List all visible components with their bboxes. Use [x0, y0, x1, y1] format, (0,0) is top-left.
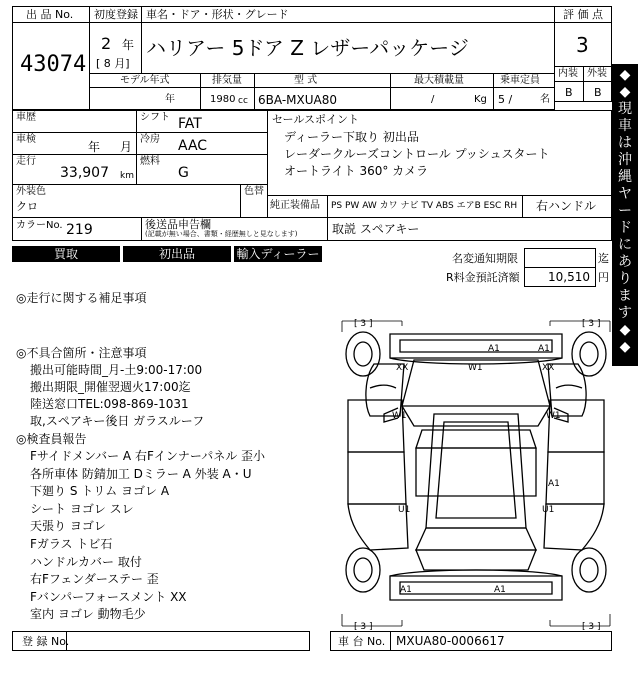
inspector-line: 右Fフェンダーステー 歪 [30, 572, 159, 587]
mileage: 33,907 [60, 165, 109, 181]
color-no: 219 [66, 222, 93, 238]
corner-label-bottom-right: [ 3 ] [582, 622, 601, 630]
sales-point-1: ディーラー下取り 初出品 [284, 130, 419, 144]
exterior-grade: B [594, 86, 602, 99]
damage-mark-windshield: W1 [468, 363, 483, 373]
max-load-unit: Kg [474, 94, 487, 105]
grade-label: 評 価 点 [563, 8, 603, 21]
damage-diagram [340, 318, 612, 630]
recycle-unit: 円 [598, 271, 609, 284]
damage-mark-front-bumper-right: A1 [538, 344, 550, 354]
damage-mark-rear-bumper-left: A1 [400, 585, 412, 595]
model-type: 6BA-MXUA80 [258, 93, 337, 107]
issue-line: 取,スペアキー後日 ガラスルーフ [30, 414, 205, 428]
yard-notice-banner [612, 64, 638, 366]
ac-label: 冷房 [140, 134, 160, 145]
fuel-value: G [178, 165, 189, 181]
post-input-label: 後送品申告欄 [145, 218, 211, 231]
shift-value: FAT [178, 116, 202, 132]
color-no-label: カラーNo. [16, 220, 63, 231]
model-type-label: 型 式 [294, 75, 318, 86]
ac-value: AAC [178, 138, 208, 154]
recycle-label: R料金預託済額 [446, 271, 520, 284]
damage-mark-front-left-fender: XX [396, 363, 409, 373]
issue-line: 搬出可能時間_月-土9:00-17:00 [30, 363, 203, 377]
chassis-no-label: 車 台 No. [338, 635, 386, 648]
chassis-no: MXUA80-0006617 [396, 634, 505, 648]
first-reg-year: 2 [101, 34, 112, 53]
first-reg-year-unit: 年 [122, 38, 135, 52]
post-input-note: (記載が無い場合、書類・経歴無しと見なします) [145, 230, 298, 238]
tab-import-dealer[interactable]: 輸入ディーラー [234, 246, 322, 262]
drive-note-heading: ◎走行に関する補足事項 [16, 291, 147, 305]
inspector-line: ハンドルカバー 取付 [30, 554, 142, 569]
damage-mark-right-under: U1 [542, 505, 555, 515]
exterior-grade-label: 外装 [587, 68, 607, 79]
sales-point-2: レーダークルーズコントロール プッシュスタート [284, 147, 550, 161]
capacity: 5 / [498, 93, 513, 106]
max-load-label: 最大積載量 [414, 75, 464, 86]
inspector-line: シート ヨゴレ スレ [30, 501, 134, 516]
model-year-unit: 年 [165, 94, 175, 105]
interior-grade-label: 内装 [558, 68, 578, 79]
interior-grade: B [565, 86, 573, 99]
ext-color: クロ [16, 200, 38, 213]
sales-point-3: オートライト 360° カメラ [284, 164, 429, 178]
displacement: 1980 [210, 94, 236, 105]
inspector-line: 天張り ヨゴレ [30, 519, 106, 534]
inspection-label: 車検 [16, 134, 36, 145]
corner-label-bottom-left: [ 3 ] [354, 622, 373, 630]
damage-mark-front-right-fender: XX [542, 363, 555, 373]
yard-notice-text: ◆ ◆ 現 車 は 沖 縄 ヤ ー ド に あ り ま す ◆ ◆ [618, 67, 632, 355]
max-load-sep: / [431, 94, 435, 105]
lot-number-label: 出 品 No. [26, 8, 74, 21]
displacement-label: 排気量 [212, 75, 242, 86]
model-year-label: モデル年式 [120, 75, 170, 86]
name-change-unit: 迄 [598, 252, 609, 265]
corner-label-top-left: [ 3 ] [354, 319, 373, 329]
damage-mark-left-window: W1 [392, 411, 407, 421]
damage-mark-right-window: W1 [546, 411, 561, 421]
inspector-line: 下廻り S トリム ヨゴレ A [30, 484, 170, 499]
first-reg-label: 初度登録 [94, 8, 138, 21]
inspector-line: 室内 ヨゴレ 動物毛少 [30, 607, 146, 622]
equipment-items: PS PW AW カワ ナビ TV ABS エアB ESC RH [331, 201, 518, 211]
capacity-label: 乗車定員 [500, 75, 540, 86]
equipment-label: 純正装備品 [270, 200, 320, 211]
car-name: ハリアー 5ドア Z レザーパッケージ [146, 36, 469, 60]
issue-line: 搬出期限_開催翌週火17:00迄 [30, 380, 191, 394]
inspection-year: 年 [88, 140, 101, 154]
mileage-unit: km [120, 171, 134, 181]
post-input-value: 取説 スペアキー [332, 222, 420, 236]
damage-mark-left-under: U1 [398, 505, 411, 515]
inspector-heading: ◎検査員報告 [16, 432, 87, 446]
inspector-line: Fガラス トビ石 [30, 537, 113, 551]
damage-mark-roof: A1 [548, 479, 560, 489]
capacity-unit: 名 [540, 94, 550, 105]
shift-label: シフト [140, 112, 170, 123]
tab-first-listing[interactable]: 初出品 [123, 246, 231, 262]
lot-number: 43074 [20, 52, 87, 77]
ext-color-label: 外装色 [16, 186, 46, 197]
inspection-month: 月 [120, 140, 133, 154]
recycle-value: 10,510 [548, 270, 590, 284]
first-reg-month: [ 8 月] [96, 57, 130, 70]
inspector-line: 各所車体 防錆加工 Dミラー A 外装 A・U [30, 466, 252, 481]
issue-line: 陸送窓口TEL:098-869-1031 [30, 397, 189, 411]
issues-heading: ◎不具合箇所・注意事項 [16, 346, 147, 360]
sales-points-label: セールスポイント [272, 113, 360, 126]
damage-mark-rear-bumper-right: A1 [494, 585, 506, 595]
overall-grade: 3 [576, 33, 589, 57]
name-change-label: 名変通知期限 [452, 252, 518, 265]
mileage-label: 走行 [16, 156, 36, 167]
corner-label-top-right: [ 3 ] [582, 319, 601, 329]
fuel-label: 燃料 [140, 156, 160, 167]
tab-buyout[interactable]: 買取 [12, 246, 120, 262]
inspector-line: Fサイドメンバー A 右Fインナーパネル 歪小 [30, 449, 266, 463]
reg-no-label: 登 録 No. [22, 635, 70, 648]
color-change-label: 色替 [244, 186, 264, 197]
name-change-box [524, 248, 596, 268]
inspector-line: Fバンパーフォースメント XX [30, 589, 187, 604]
displacement-unit: cc [238, 96, 248, 106]
damage-mark-front-bumper-left: A1 [488, 344, 500, 354]
steering-side: 右ハンドル [536, 199, 597, 213]
car-name-label: 車名・ドア・形状・グレード [146, 8, 289, 21]
history-label: 車歴 [16, 112, 36, 123]
